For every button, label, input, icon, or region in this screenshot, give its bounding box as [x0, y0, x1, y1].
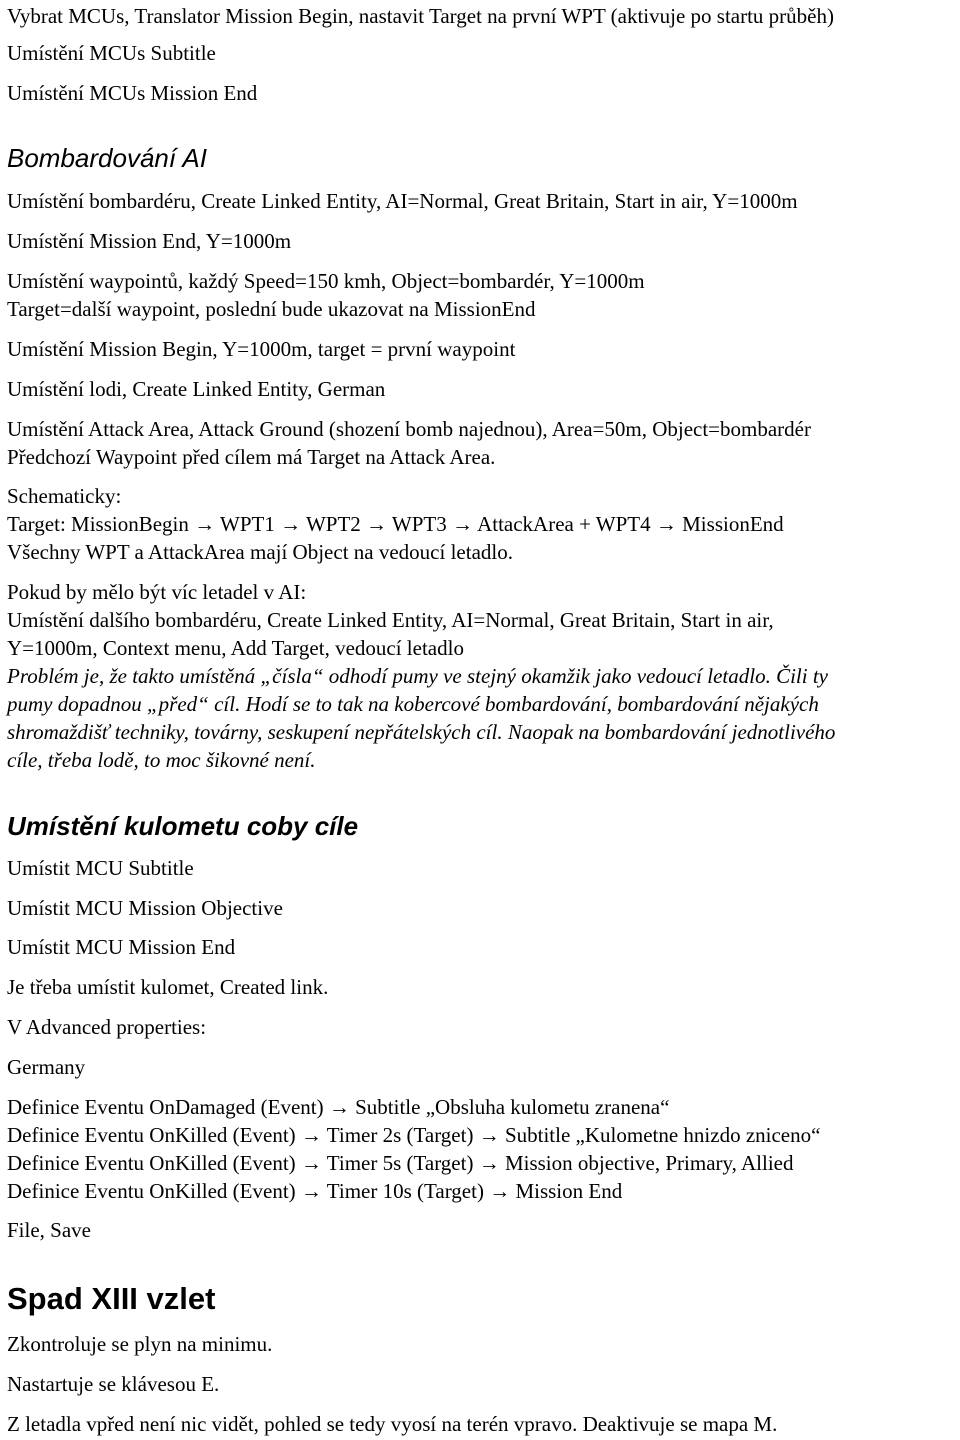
text-line: Zkontroluje se plyn na minimu.	[7, 1332, 273, 1356]
note-line: Problém je, že takto umístěná „čísla“ odhodí pumy ve stejný okamžik jako vedoucí letadlo. Čili ty	[7, 664, 828, 688]
text-line: Předchozí Waypoint před cílem má Target na Attack Area.	[7, 445, 496, 469]
text-line: Y=1000m, Context menu, Add Target, vedoucí letadlo	[7, 636, 464, 660]
text-line: Umístit MCU Mission End	[7, 935, 236, 959]
text-line: Je třeba umístit kulomet, Created link.	[7, 975, 329, 999]
text-line: Definice Eventu OnKilled (Event) → Timer 10s (Target) → Mission End	[7, 1179, 623, 1203]
note-line: shromaždišť techniky, továrny, seskupení nepřátelských cíl. Naopak na bombardování jednotlivého	[7, 720, 836, 744]
section-heading: Umístění kulometu coby cíle	[7, 811, 359, 841]
text-line: Z letadla vpřed není nic vidět, pohled se tedy vyosí na terén vpravo. Deaktivuje se mapa M.	[7, 1412, 778, 1436]
note-line: pumy dopadnou „před“ cíl. Hodí se to tak na kobercové bombardování, bombardování nějakých	[7, 692, 819, 716]
text-line: Nastartuje se klávesou E.	[7, 1372, 220, 1396]
text-line: Pokud by mělo být víc letadel v AI:	[7, 580, 307, 604]
text-line: V Advanced properties:	[7, 1015, 207, 1039]
text-line: Umístění lodi, Create Linked Entity, German	[7, 377, 386, 401]
text-line: Všechny WPT a AttackArea mají Object na vedoucí letadlo.	[7, 540, 513, 564]
text-line: Umístění MCUs Subtitle	[7, 41, 216, 65]
text-line: Vybrat MCUs, Translator Mission Begin, nastavit Target na první WPT (aktivuje po startu průběh)	[7, 4, 834, 28]
section-heading: Spad XIII vzlet	[7, 1281, 216, 1316]
text-line: Definice Eventu OnKilled (Event) → Timer 2s (Target) → Subtitle „Kulometne hnizdo zniceno“	[7, 1123, 821, 1147]
text-line: File, Save	[7, 1218, 91, 1242]
section-heading: Bombardování AI	[7, 143, 207, 173]
text-line: Target=další waypoint, poslední bude ukazovat na MissionEnd	[7, 297, 536, 321]
text-line: Umístění dalšího bombardéru, Create Linked Entity, AI=Normal, Great Britain, Start in air,	[7, 608, 774, 632]
text-line: Umístění bombardéru, Create Linked Entity, AI=Normal, Great Britain, Start in air, Y=1000m	[7, 189, 798, 213]
text-line: Umístění waypointů, každý Speed=150 kmh, Object=bombardér, Y=1000m	[7, 269, 645, 293]
text-line: Umístění Attack Area, Attack Ground (shození bomb najednou), Area=50m, Object=bombardér	[7, 417, 811, 441]
text-line: Umístění Mission Begin, Y=1000m, target = první waypoint	[7, 337, 516, 361]
text-line: Target: MissionBegin → WPT1 → WPT2 → WPT3 → AttackArea + WPT4 → MissionEnd	[7, 512, 784, 536]
text-line: Umístění Mission End, Y=1000m	[7, 229, 292, 253]
text-line: Umístit MCU Subtitle	[7, 856, 194, 880]
text-line: Germany	[7, 1055, 86, 1079]
text-line: Umístění MCUs Mission End	[7, 81, 258, 105]
text-line: Definice Eventu OnKilled (Event) → Timer 5s (Target) → Mission objective, Primary, Allied	[7, 1151, 794, 1175]
note-line: cíle, třeba lodě, to moc šikovné není.	[7, 748, 316, 772]
text-line: Schematicky:	[7, 484, 122, 508]
text-line: Umístit MCU Mission Objective	[7, 896, 283, 920]
text-line: Definice Eventu OnDamaged (Event) → Subtitle „Obsluha kulometu zranena“	[7, 1095, 670, 1119]
